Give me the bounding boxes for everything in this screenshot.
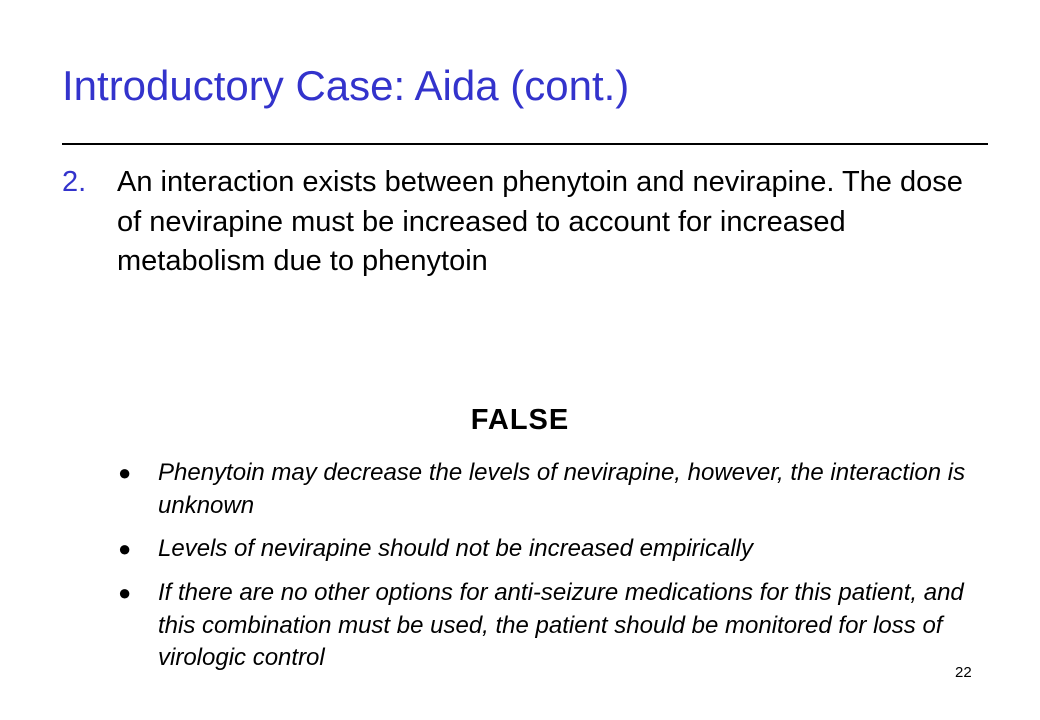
page-number: 22 <box>955 664 972 681</box>
question-text: An interaction exists between phenytoin and nevirapine. The dose of nevirapine must be increased to account for increased metabolism due to phenytoin <box>117 166 963 278</box>
bullet-icon: ● <box>118 579 132 605</box>
bullet-icon: ● <box>118 536 132 562</box>
explanation-item <box>118 457 968 522</box>
explanation-item <box>118 577 968 675</box>
explanation-text: Phenytoin may decrease the levels of nevirapine, however, the interaction is unknown <box>158 459 966 519</box>
question-item <box>62 163 992 282</box>
title-divider <box>62 143 988 145</box>
bullet-icon: ● <box>118 460 132 485</box>
explanation-text: Levels of nevirapine should not be increased empirically <box>158 535 754 563</box>
slide-title: Introductory Case: Aida (cont.) <box>62 62 630 109</box>
explanation-item <box>118 533 968 566</box>
explanation-text: If there are no other options for anti-seizure medications for this patient, and this combination must be used, the patient should be monitored for loss of virologic control <box>158 578 964 672</box>
answer-heading: FALSE <box>470 404 570 436</box>
explanation-list <box>118 457 968 686</box>
question-number: 2. <box>62 166 87 198</box>
